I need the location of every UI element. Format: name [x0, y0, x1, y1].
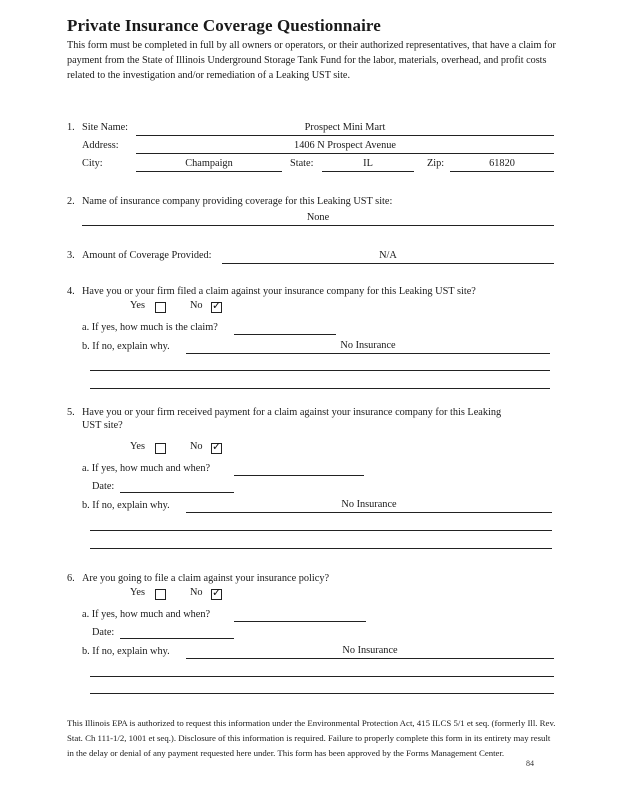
form-intro: This form must be completed in full by all owners or operators, or their authorized representatives, that have a claim for payment from the State of Illinois Underground Storage Tank Fund for the labor, materials, overhead, and profit costs related to the investigation and/or remediation of a Leaking UST site. [67, 40, 556, 81]
q5-b-extra-line-2[interactable] [90, 548, 552, 549]
zip-line [450, 171, 554, 172]
q5-b-line [186, 512, 552, 513]
q2-number: 2. [67, 196, 75, 207]
q5-b-label: b. If no, explain why. [82, 500, 170, 511]
state-field[interactable]: IL [363, 158, 373, 169]
q1-number: 1. [67, 122, 75, 133]
q4-b-label: b. If no, explain why. [82, 341, 170, 352]
q5-question-line2: UST site? [82, 420, 123, 431]
q5-no-checkbox[interactable] [211, 443, 222, 454]
q6-b-line [186, 658, 554, 659]
city-line [136, 171, 282, 172]
q5-yes-checkbox[interactable] [155, 443, 166, 454]
address-label: Address: [82, 140, 119, 151]
q5-yes-label: Yes [130, 441, 145, 452]
state-line [322, 171, 414, 172]
q5-no-label: No [190, 441, 203, 452]
insurance-company-field[interactable]: None [306, 212, 330, 223]
coverage-amount-field[interactable]: N/A [379, 250, 397, 261]
q5-a-label: a. If yes, how much and when? [82, 463, 211, 474]
footer-notice: This Illinois EPA is authorized to request this information under the Environmental Protection Act, 415 ILCS 5/1 et seq. (formerly Ill. Rev. Stat. Ch 111-1/2, 1001 et seq.). Disclosure of this information is required. Failure to properly complete this form in its entirety may result in the delay or denial of any payment requested here under. This form has been approved by the Forms Management Center. [67, 718, 556, 758]
state-label: State: [290, 158, 314, 169]
address-line [136, 153, 554, 154]
city-field[interactable]: Champaign [185, 158, 233, 169]
q4-a-field[interactable] [234, 334, 336, 335]
q3-number: 3. [67, 250, 75, 261]
q5-number: 5. [67, 407, 75, 418]
page-number: 84 [526, 759, 534, 768]
q6-question: Are you going to file a claim against your insurance policy? [82, 573, 330, 584]
zip-label: Zip: [427, 158, 445, 169]
q6-no-label: No [190, 587, 203, 598]
q6-date-label: Date: [92, 627, 115, 638]
site-name-label: Site Name: [82, 122, 129, 133]
q4-number: 4. [67, 286, 75, 297]
q4-no-label: No [190, 300, 203, 311]
q5-a-field[interactable] [234, 475, 364, 476]
q4-b-field[interactable]: No Insurance [340, 340, 396, 351]
q5-date-field[interactable] [120, 492, 234, 493]
city-label: City: [82, 158, 103, 169]
q5-b-field[interactable]: No Insurance [341, 499, 397, 510]
q4-yes-label: Yes [130, 300, 145, 311]
q6-a-label: a. If yes, how much and when? [82, 609, 211, 620]
q4-no-checkbox[interactable] [211, 302, 222, 313]
address-field[interactable]: 1406 N Prospect Avenue [294, 140, 396, 151]
zip-field[interactable]: 61820 [489, 158, 515, 169]
form-title: Private Insurance Coverage Questionnaire [67, 16, 381, 35]
q2-line [82, 225, 554, 226]
q5-question-line1: Have you or your firm received payment for a claim against your insurance company for this Leaking [82, 407, 502, 418]
q5-date-label: Date: [92, 481, 115, 492]
q4-question: Have you or your firm filed a claim against your insurance company for this Leaking UST site? [82, 286, 476, 297]
q6-no-checkbox[interactable] [211, 589, 222, 600]
q4-b-extra-line-1[interactable] [90, 370, 550, 371]
q4-b-line [186, 353, 550, 354]
q6-b-extra-line-1[interactable] [90, 676, 554, 677]
q6-b-label: b. If no, explain why. [82, 646, 170, 657]
q4-b-extra-line-2[interactable] [90, 388, 550, 389]
q6-number: 6. [67, 573, 75, 584]
coverage-amount-label: Amount of Coverage Provided: [82, 250, 212, 261]
q6-b-field[interactable]: No Insurance [342, 645, 398, 656]
site-name-line [136, 135, 554, 136]
q6-b-extra-line-2[interactable] [90, 693, 554, 694]
q6-date-field[interactable] [120, 638, 234, 639]
coverage-amount-line [222, 263, 554, 264]
site-name-field[interactable]: Prospect Mini Mart [304, 122, 386, 133]
q6-a-field[interactable] [234, 621, 366, 622]
q4-yes-checkbox[interactable] [155, 302, 166, 313]
q6-yes-checkbox[interactable] [155, 589, 166, 600]
q6-yes-label: Yes [130, 587, 145, 598]
q2-question: Name of insurance company providing coverage for this Leaking UST site: [82, 196, 393, 207]
q5-b-extra-line-1[interactable] [90, 530, 552, 531]
q4-a-label: a. If yes, how much is the claim? [82, 322, 218, 333]
